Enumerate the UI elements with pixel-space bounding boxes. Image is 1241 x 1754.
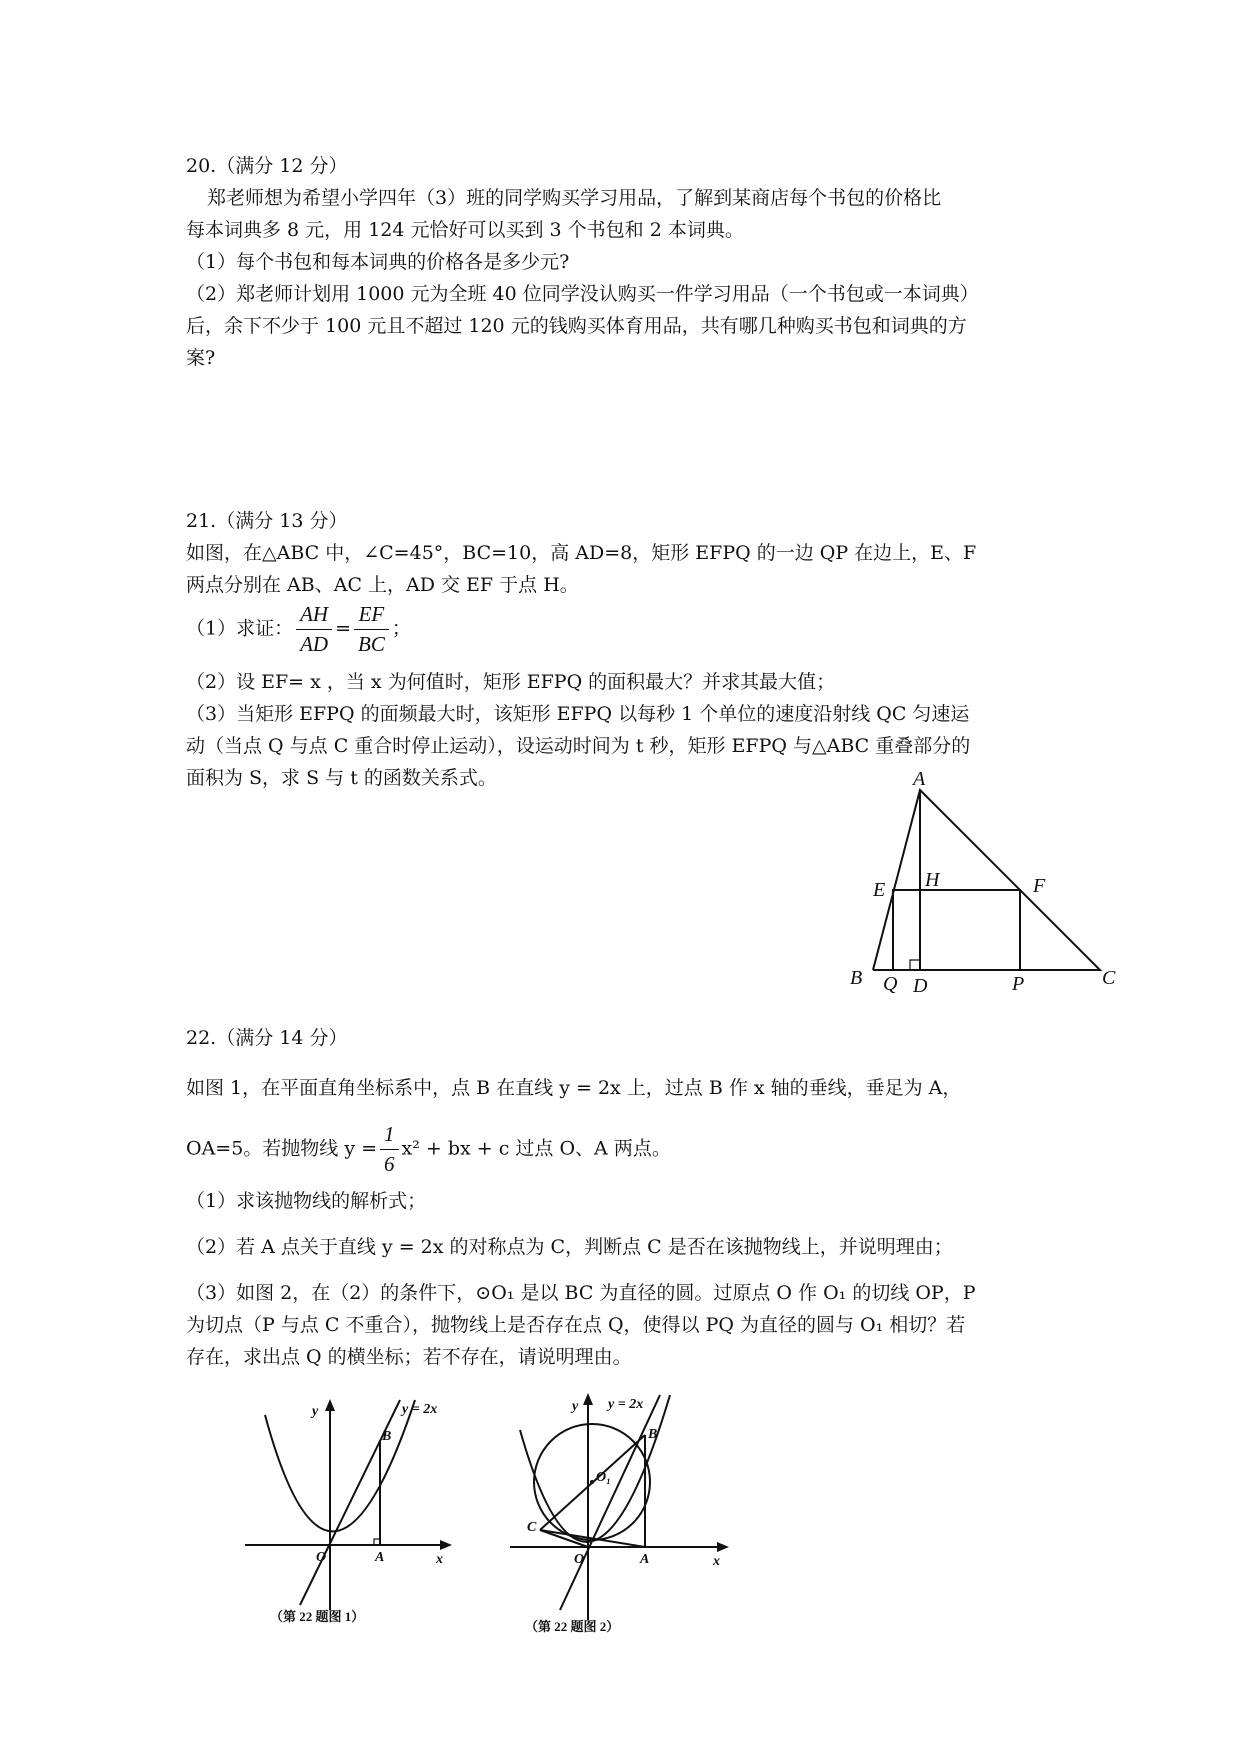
label-c: C (527, 1520, 537, 1535)
q22-figure-2 (500, 1385, 750, 1640)
label-y: y (312, 1404, 319, 1419)
q20-subquestion-2-line-2: 后，余下不少于 100 元且不超过 120 元的钱购买体育用品，共有哪几种购买书包和词典的方 (186, 315, 967, 337)
q20-subquestion-2-line-3: 案? (186, 347, 216, 369)
label-q: Q (883, 973, 898, 995)
fraction-denominator: BC (358, 632, 385, 656)
right-angle-mark (910, 960, 920, 970)
y-axis-arrow (583, 1393, 593, 1405)
segment-ca (540, 1530, 645, 1547)
x-axis-arrow (717, 1542, 729, 1552)
q21-subquestion-3-line-2: 动（当点 Q 与点 C 重合时停止运动），设运动时间为 t 秒，矩形 EFPQ 与△ABC 重叠部分的 (186, 735, 971, 757)
label-o: O (316, 1550, 327, 1565)
q22-subquestion-2: （2）若 A 点关于直线 y = 2x 的对称点为 C，判断点 C 是否在该抛物线上，并说明理由； (186, 1236, 953, 1258)
center-dot-o1 (590, 1480, 594, 1484)
fraction-ef-bc (354, 602, 389, 657)
q22-subquestion-1: （1）求该抛物线的解析式； (186, 1190, 427, 1212)
q22-paragraph-line-2 (186, 1122, 671, 1177)
label-line: y = 2x (608, 1397, 644, 1412)
label-o1: O₁ (596, 1470, 611, 1485)
equals-sign: = (335, 617, 352, 640)
fraction-denominator: AD (300, 632, 329, 656)
label-x: x (713, 1554, 720, 1569)
label-o: O (574, 1552, 585, 1567)
label-a: A (913, 770, 926, 790)
q21-s1-suffix: ； (391, 617, 411, 640)
label-y: y (572, 1399, 579, 1414)
q22-subquestion-3-line-3: 存在，求出点 Q 的横坐标；若不存在，请说明理由。 (186, 1346, 632, 1368)
q21-subquestion-1 (186, 602, 411, 657)
x-axis-arrow (440, 1540, 452, 1550)
y-axis-arrow (325, 1399, 335, 1411)
q22-subquestion-3-line-1: （3）如图 2，在（2）的条件下，⊙O₁ 是以 BC 为直径的圆。过原点 O 作 O₁ 的切线 OP，P (186, 1282, 976, 1304)
q21-s1-prefix: （1）求证： (186, 617, 294, 640)
label-e: E (873, 879, 886, 901)
parabola (265, 1400, 415, 1531)
fraction-numerator: EF (354, 602, 389, 630)
fraction-denominator: 6 (384, 1152, 395, 1176)
label-d: D (913, 975, 928, 997)
q22-subquestion-3-line-2: 为切点（P 与点 C 不重合），抛物线上是否存在点 Q，使得以 PQ 为直径的圆与 O₁ 相切？若 (186, 1314, 966, 1336)
q21-header: 21.（满分 13 分） (186, 510, 348, 532)
label-a: A (375, 1550, 385, 1565)
triangle-abc-figure (840, 770, 1120, 1000)
label-p: P (1012, 973, 1025, 995)
q21-subquestion-3-line-3: 面积为 S，求 S 与 t 的函数关系式。 (186, 767, 497, 789)
label-b: B (382, 1429, 392, 1444)
q20-paragraph-line-2: 每本词典多 8 元，用 124 元恰好可以买到 3 个书包和 2 本词典。 (186, 219, 744, 241)
q22-p2-suffix: x² + bx + c 过点 O、A 两点。 (401, 1137, 671, 1160)
q22-figure-1 (240, 1395, 470, 1635)
q20-subquestion-1: （1）每个书包和每本词典的价格各是多少元? (186, 251, 570, 273)
label-b: B (648, 1427, 658, 1442)
q21-paragraph-line-2: 两点分别在 AB、AC 上，AD 交 EF 于点 H。 (186, 574, 579, 596)
figure-2-caption: （第 22 题图 2） (525, 1619, 620, 1634)
q20-paragraph-line-1: 郑老师想为希望小学四年（3）班的同学购买学习用品，了解到某商店每个书包的价格比 (207, 187, 942, 209)
fraction-numerator: AH (296, 602, 332, 630)
label-c: C (1102, 967, 1116, 989)
q22-paragraph-line-1: 如图 1，在平面直角坐标系中，点 B 在直线 y = 2x 上，过点 B 作 x 轴的垂线，垂足为 A， (186, 1077, 962, 1099)
label-line: y = 2x (402, 1402, 438, 1417)
q22-header: 22.（满分 14 分） (186, 1027, 348, 1049)
q20-header: 20.（满分 12 分） (186, 155, 348, 177)
triangle-abc (873, 790, 1100, 970)
q22-p2-prefix: OA=5。若抛物线 y = (186, 1137, 378, 1160)
rectangle-efpq (893, 890, 1020, 970)
q20-subquestion-2-line-1: （2）郑老师计划用 1000 元为全班 40 位同学没认购买一件学习用品（一个书包或一本词典） (186, 283, 979, 305)
label-b: B (850, 967, 863, 989)
label-f: F (1033, 875, 1046, 897)
q21-paragraph-line-1: 如图，在△ABC 中，∠C=45°，BC=10，高 AD=8，矩形 EFPQ 的一边 QP 在边上，E、F (186, 542, 977, 564)
figure-1-caption: （第 22 题图 1） (270, 1609, 365, 1624)
label-x: x (436, 1552, 443, 1567)
q21-subquestion-3-line-1: （3）当矩形 EFPQ 的面频最大时，该矩形 EFPQ 以每秒 1 个单位的速度沿射线 QC 匀速运 (186, 703, 970, 725)
label-a: A (640, 1552, 650, 1567)
q21-subquestion-2: （2）设 EF= x ，当 x 为何值时，矩形 EFPQ 的面积最大？并求其最大值； (186, 671, 836, 693)
fraction-ah-ad (296, 602, 332, 657)
fraction-numerator: 1 (380, 1122, 399, 1150)
fraction-one-sixth (380, 1122, 399, 1177)
label-h: H (925, 869, 940, 891)
